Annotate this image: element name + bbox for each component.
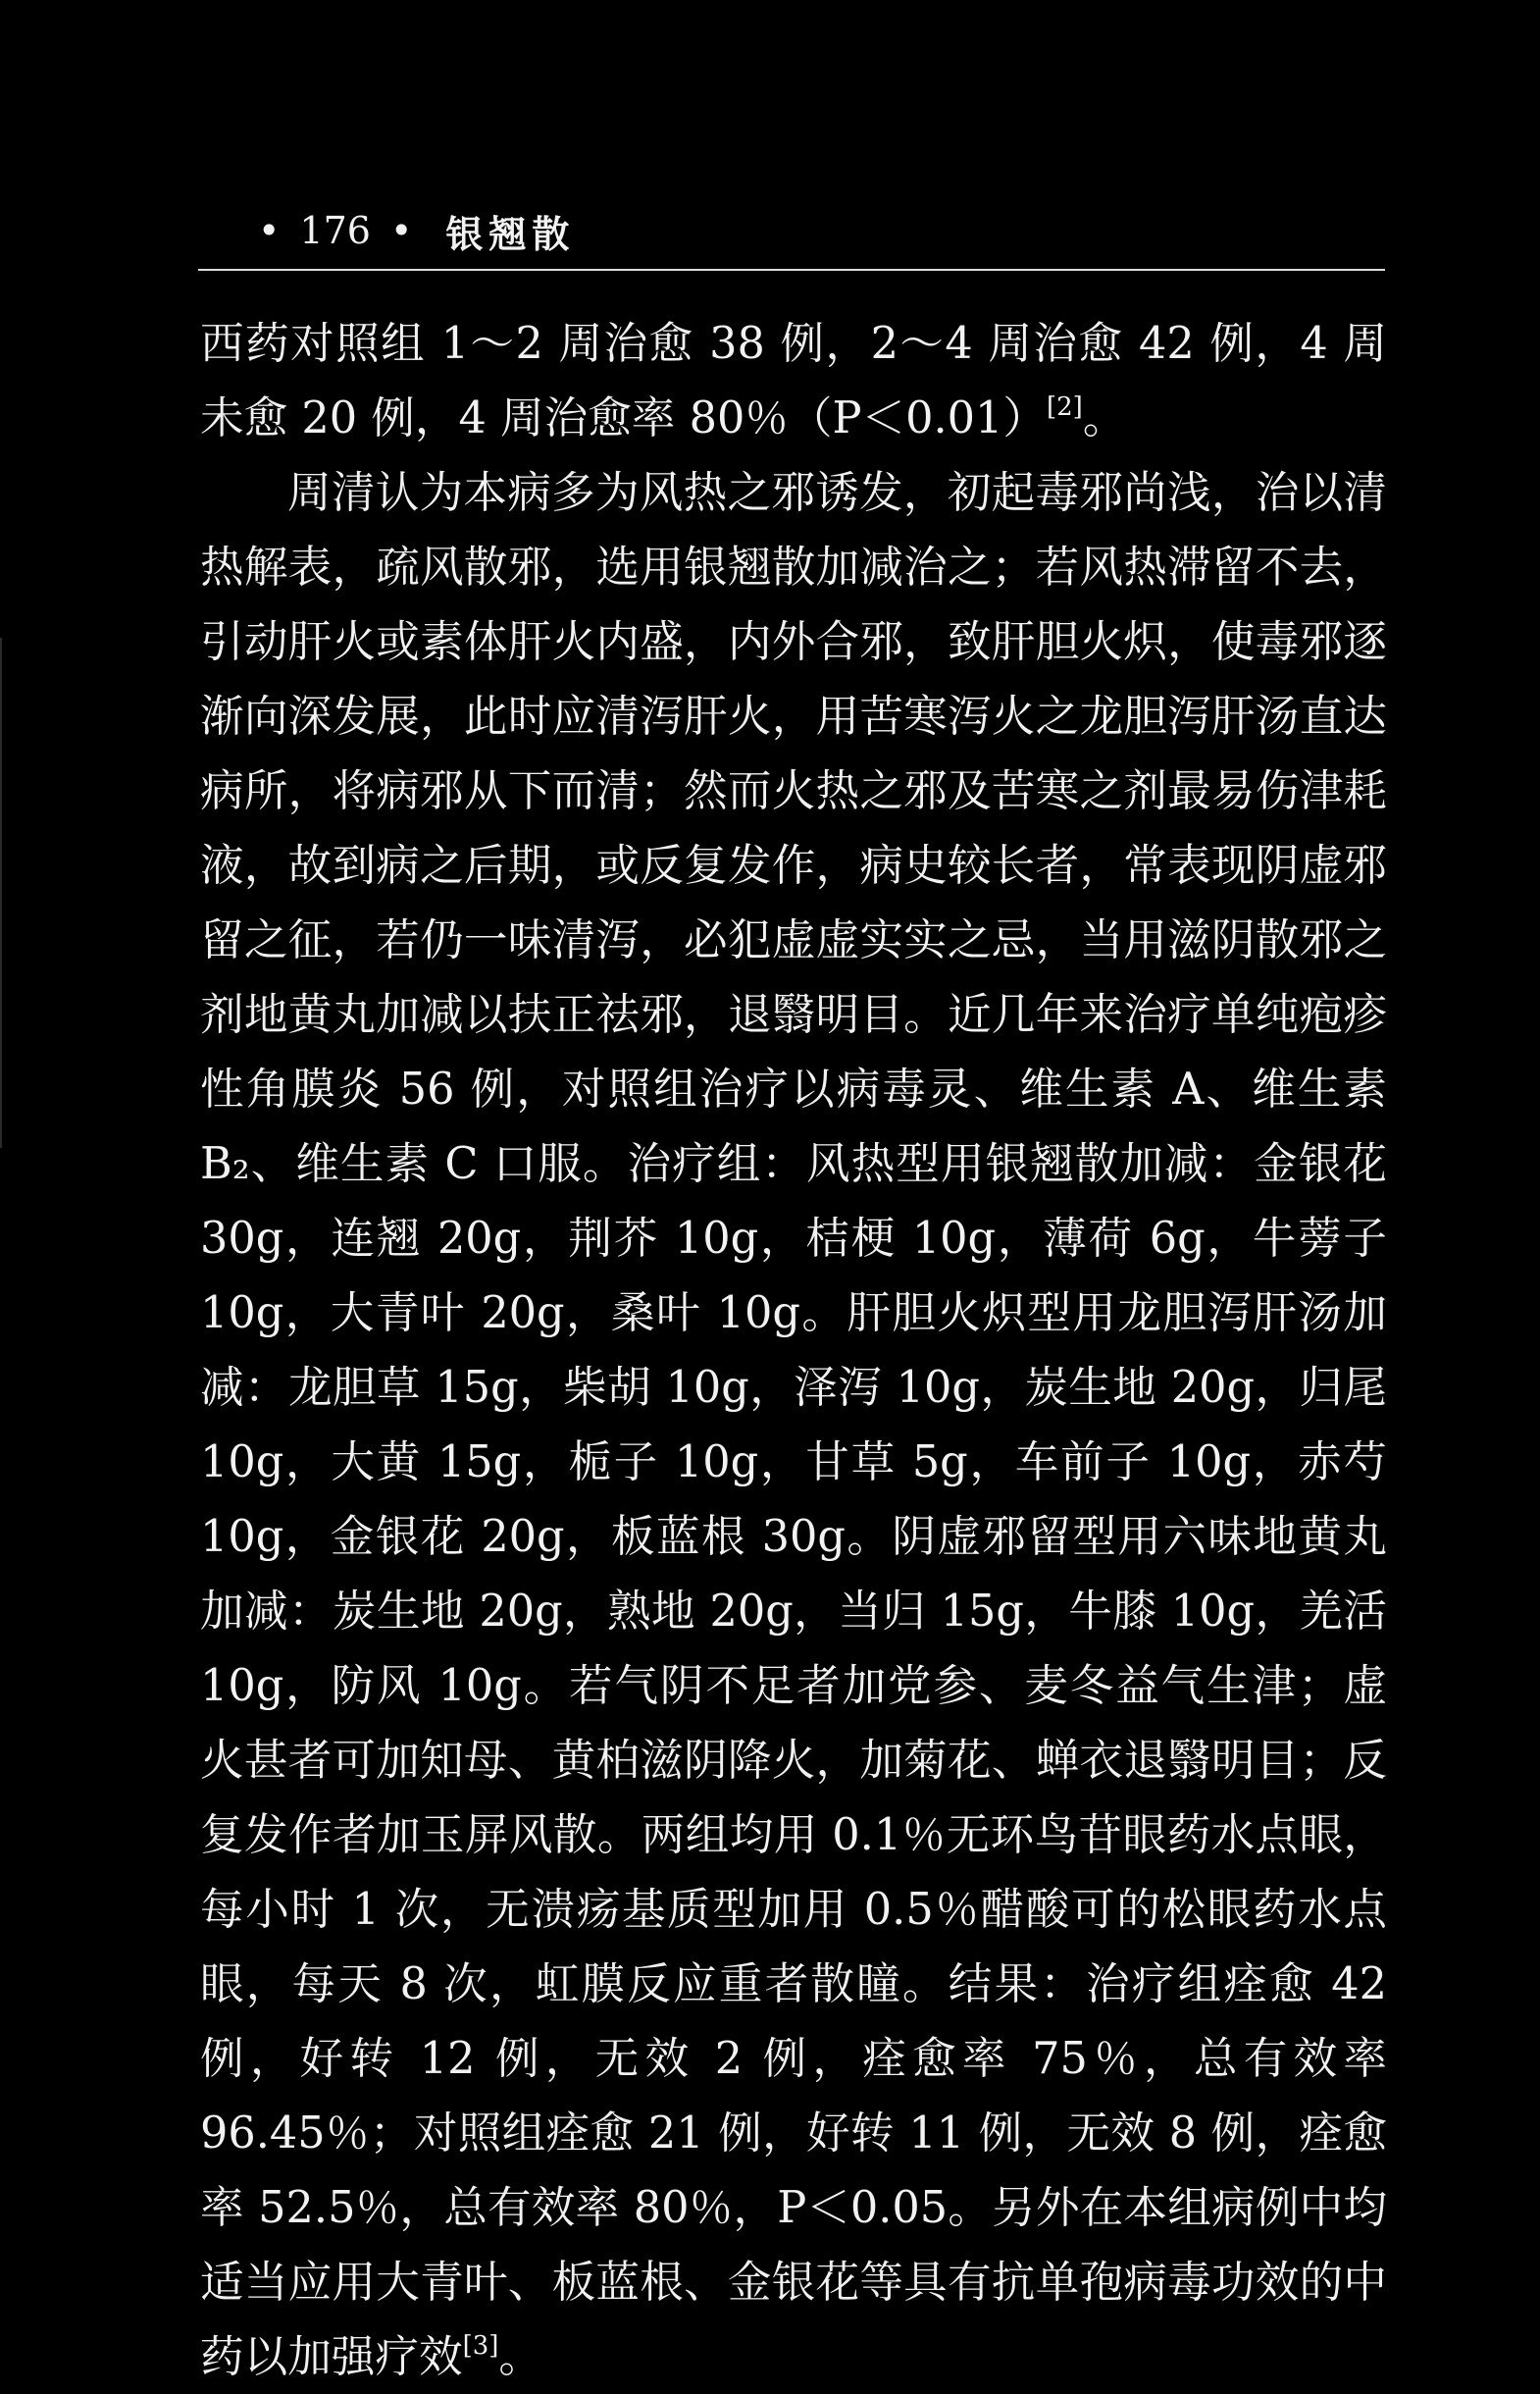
page-number: 176 xyxy=(299,209,371,252)
paragraph-tail: 。 xyxy=(1082,392,1127,443)
paragraph-text: 周清认为本病多为风热之邪诱发，初起毒邪尚浅，治以清热解表，疏风散邪，选用银翘散加减治之；若风热滞留不去，引动肝火或素体肝火内盛，内外合邪，致肝胆火炽，使毒邪逐渐向深发展，此时应清泻肝火，用苦寒泻火之龙胆泻肝汤直达病所，将病邪从下而清；然而火热之邪及苦寒之剂最易伤津耗液，故到病之后期，或反复发作，病史较长者，常表现阴虚邪留之征，若仍一味清泻，必犯虚虚实实之忌，当用滋阴散邪之剂地黄丸加减以扶正祛邪，退翳明目。近几年来治疗单纯疱疹性角膜炎 56 例，对照组治疗以病毒灵、维生素 A、维生素 B₂、维生素 C 口服。治疗组：风热型用银翘散加减：金银花 30g，连翘 20g，荆芥 10g，桔梗 10g，薄荷 6g，牛蒡子 10g，大青叶 20g，桑叶 10g。肝胆火炽型用龙胆泻肝汤加减：龙胆草 15g，柴胡 10g，泽泻 10g，炭生地 20g，归尾 10g，大黄 15g，栀子 10g，甘草 5g，车前子 10g，赤芍 10g，金银花 20g，板蓝根 30g。阴虚邪留型用六味地黄丸加减：炭生地 20g，熟地 20g，当归 15g，牛膝 10g，羌活 10g，防风 10g。若气阴不足者加党参、麦冬益气生津；虚火甚者可加知母、黄柏滋阴降火，加菊花、蝉衣退翳明目；反复发作者加玉屏风散。两组均用 0.1％无环鸟苷眼药水点眼，每小时 1 次，无溃疡基质型加用 0.5％醋酸可的松眼药水点眼，每天 8 次，虹膜反应重者散瞳。结果：治疗组痊愈 42 例，好转 12 例，无效 2 例，痊愈率 75％，总有效率 96.45％；对照组痊愈 21 例，好转 11 例，无效 8 例，痊愈率 52.5％，总有效率 80％，P＜0.05。另外在本组病例中均适当应用大青叶、板蓝根、金银花等具有抗单孢病毒功效的中药以加强疗效 xyxy=(200,467,1387,2382)
page-header xyxy=(238,201,575,260)
running-title: 银翘散 xyxy=(445,211,576,256)
body-text xyxy=(200,306,1387,2394)
paragraph xyxy=(200,455,1387,2394)
paragraph-text: 西药对照组 1～2 周治愈 38 例，2～4 周治愈 42 例，4 周未愈 20 例，4 周治愈率 80％（P＜0.01） xyxy=(200,318,1387,443)
header-rule xyxy=(198,269,1385,271)
scan-edge-line xyxy=(0,638,2,1148)
header-bullet-right: • xyxy=(389,209,413,252)
citation-ref: [2] xyxy=(1046,392,1083,422)
paragraph-tail: 。 xyxy=(498,2331,543,2382)
header-bullet-left: • xyxy=(258,209,281,252)
paragraph xyxy=(200,306,1387,455)
citation-ref: [3] xyxy=(462,2331,499,2361)
